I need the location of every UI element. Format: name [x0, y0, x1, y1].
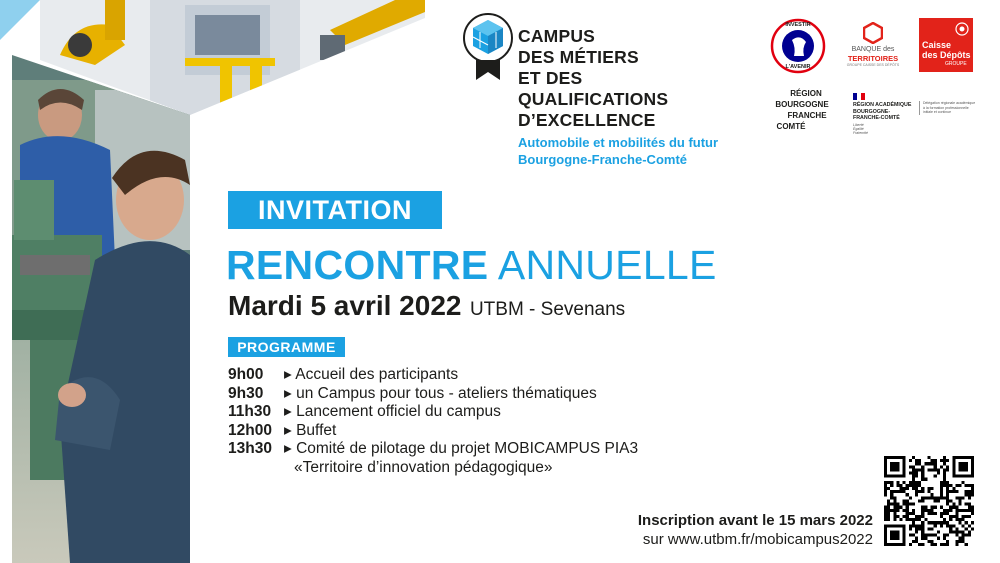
motto-line: Fraternité [853, 131, 868, 135]
campus-title-line: CAMPUS [518, 26, 596, 46]
campus-title [518, 26, 758, 131]
campus-title-line: ET DES [518, 68, 583, 88]
programme-text: ▸ Comité de pilotage du projet MOBICAMPUS PIA3 [284, 440, 639, 457]
side-line: Délégation régionale académique [923, 101, 976, 105]
programme-time: 9h00 [228, 366, 264, 383]
programme-text: ▸ Lancement officiel du campus [284, 403, 501, 420]
region-line: BOURGOGNE [775, 100, 829, 109]
side-line: à la formation professionnelle [923, 105, 969, 110]
programme-text: ▸ Accueil des participants [284, 366, 459, 383]
event-title-bold: RENCONTRE [226, 242, 489, 288]
inscription-block [638, 511, 873, 549]
hexagon-icon [863, 22, 883, 44]
caisse-depots-logo [919, 18, 973, 72]
campus-title-line: D’EXCELLENCE [518, 110, 656, 130]
qr-code-icon[interactable] [884, 456, 974, 546]
campus-title-line: DES MÉTIERS [518, 47, 639, 67]
programme-list [228, 366, 638, 477]
motto-line: Liberté [853, 123, 864, 127]
inscription-url[interactable]: sur www.utbm.fr/mobicampus2022 [642, 531, 873, 548]
event-date: Mardi 5 avril 2022 [228, 290, 462, 321]
list-item [228, 440, 638, 459]
region-line: RÉGION [790, 89, 822, 98]
list-item [228, 385, 638, 404]
academique-line: RÉGION ACADÉMIQUE [853, 102, 912, 108]
invitation-badge: INVITATION [228, 191, 442, 229]
campus-subtitle-line: Bourgogne-Franche-Comté [518, 152, 687, 167]
programme-time: 13h30 [228, 440, 272, 457]
crest-icon [955, 22, 969, 36]
programme-time: 12h00 [228, 421, 272, 439]
event-title [226, 242, 717, 288]
caisse-line2: des Dépôts [922, 50, 971, 60]
event-date-line [228, 290, 625, 322]
programme-continuation: «Territoire d’innovation pédagogique» [294, 458, 553, 476]
motto-line: Égalité [853, 127, 864, 131]
tricolor-flag-icon [853, 93, 865, 100]
event-title-light: ANNUELLE [497, 242, 717, 288]
campus-cube-badge-icon [462, 12, 514, 82]
event-place: UTBM - Sevenans [469, 299, 626, 320]
programme-text: ▸ un Campus pour tous - ateliers thématiques [284, 384, 597, 402]
banque-line3: GROUPE CAISSE DES DÉPÔTS [846, 63, 900, 67]
campus-subtitle-line: Automobile et mobilités du futur [518, 135, 719, 150]
side-line: initiale et continue [923, 110, 952, 114]
academique-motto [853, 123, 868, 135]
region-line: FRANCHE [787, 111, 827, 120]
programme-time: 11h30 [228, 403, 272, 420]
academique-title [853, 102, 911, 122]
list-item [228, 403, 638, 422]
academique-side [919, 101, 981, 115]
caisse-line3: GROUPE [945, 61, 967, 67]
banque-line1: BANQUE des [851, 46, 895, 53]
investir-avenir-logo [770, 18, 826, 74]
list-item [228, 366, 638, 385]
caisse-line1: Caisse [922, 40, 952, 50]
campus-subtitle [518, 134, 778, 168]
academique-line: BOURGOGNE- [853, 108, 891, 115]
region-bfc-logo [768, 88, 836, 132]
programme-time: 9h30 [228, 384, 264, 402]
banque-line2: TERRITOIRES [847, 54, 899, 63]
list-item [228, 422, 638, 441]
region-academique-logo [853, 93, 978, 133]
inscription-deadline: Inscription avant le 15 mars 2022 [637, 512, 873, 529]
investir-bottom: L’AVENIR [785, 64, 811, 70]
banque-territoires-logo [842, 22, 904, 70]
programme-text: ▸ Buffet [284, 421, 337, 439]
region-line: COMTÉ [776, 122, 806, 131]
campus-title-line: QUALIFICATIONS [518, 89, 669, 109]
investir-top: INVESTIR [785, 22, 811, 28]
academique-line: FRANCHE-COMTÉ [853, 115, 900, 121]
programme-label: PROGRAMME [228, 337, 345, 357]
